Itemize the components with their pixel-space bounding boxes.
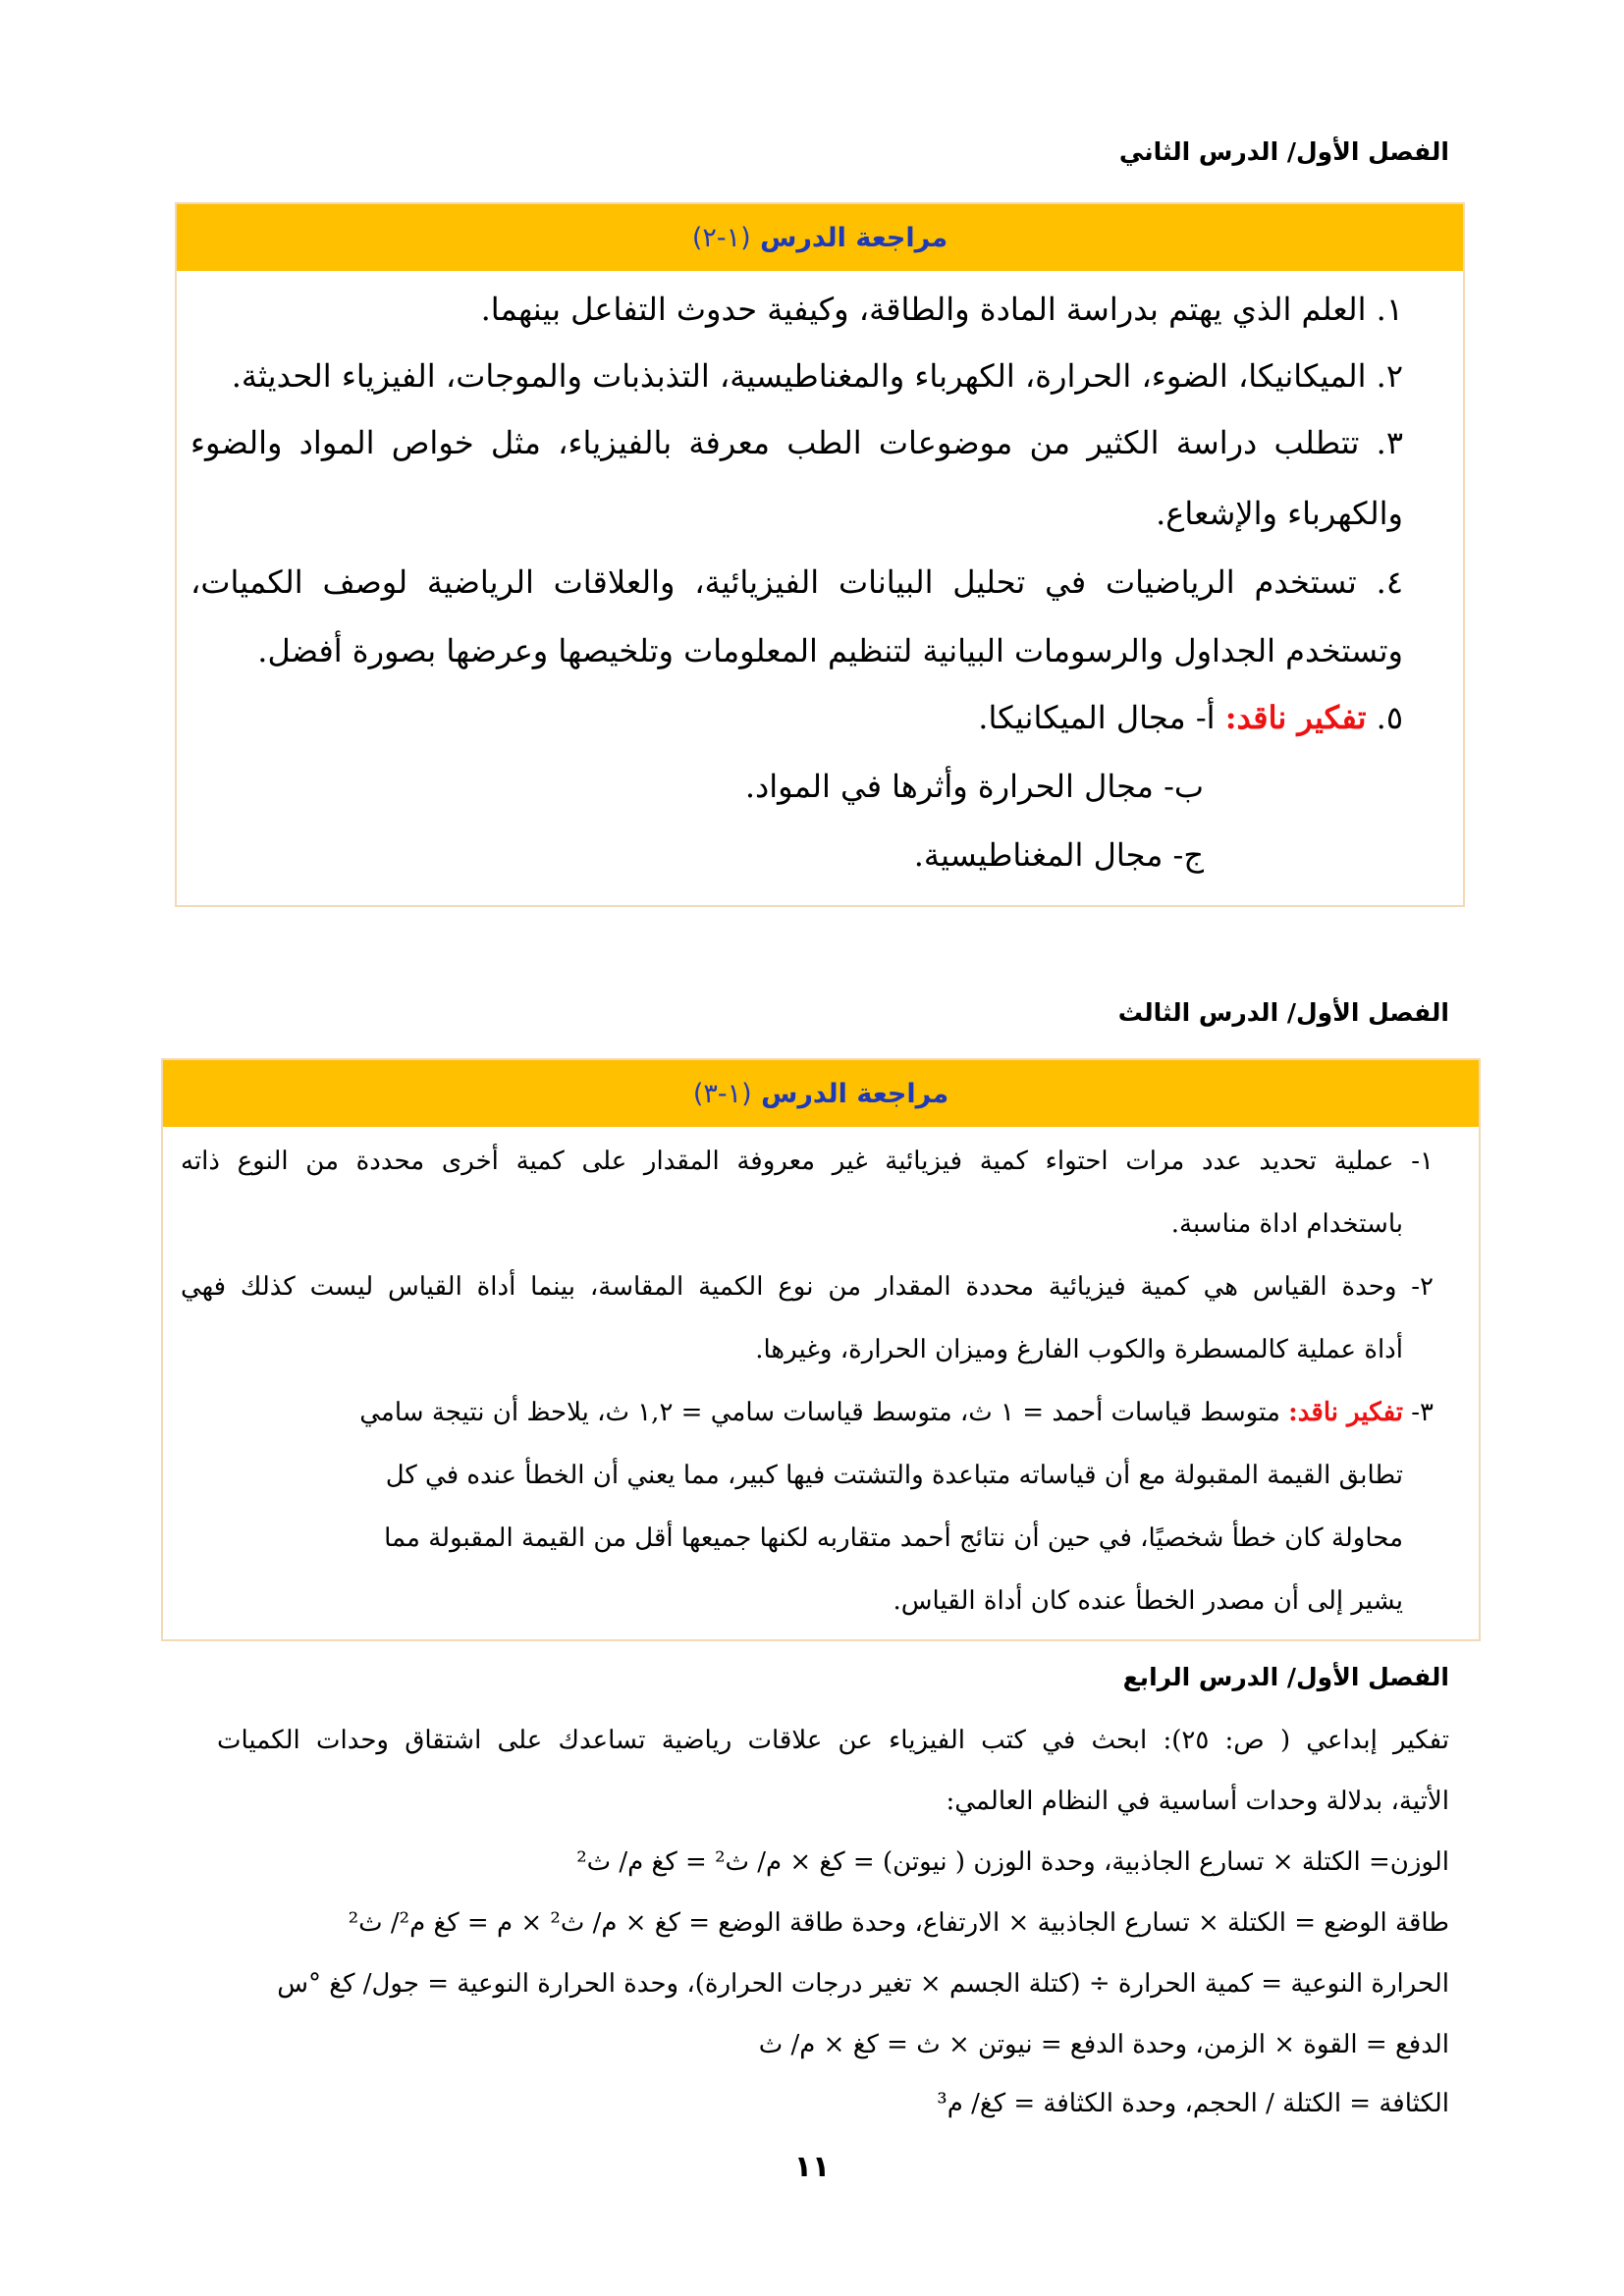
lesson3-answer-2: ٢- وحدة القياس هي كمية فيزيائية محددة المقدار من نوع الكمية المقاسة، بينما أداة القياس ليست كذلك فهي [181, 1272, 1434, 1302]
lesson3-review-title-text: مراجعة الدرس [761, 1078, 949, 1109]
lesson2-answer-4-cont: وتستخدم الجداول والرسومات البيانية لتنظيم المعلومات وتلخيصها وعرضها بصورة أفضل. [257, 632, 1403, 669]
lesson3-review-title [163, 1060, 1479, 1127]
lesson2-answer-3: ٣. تتطلب دراسة الكثير من موضوعات الطب معرفة بالفيزياء، مثل خواص المواد والضوء [190, 424, 1403, 461]
lesson3-q3-number: ٣- [1411, 1398, 1434, 1427]
lesson2-review-number: (١-٢) [691, 222, 751, 253]
lesson3-q3-line-4: يشير إلى أن مصدر الخطأ عنده كان أداة القياس. [893, 1586, 1403, 1616]
lesson2-heading: الفصل الأول/ الدرس الثاني [1118, 137, 1449, 166]
lesson2-q5-c: ج- مجال المغناطيسية. [913, 836, 1204, 874]
lesson2-answer-1: ١. العلم الذي يهتم بدراسة المادة والطاقة، وكيفية حدوث التفاعل بينهما. [480, 291, 1403, 328]
lesson2-answer-5 [978, 699, 1403, 736]
lesson4-formula-impulse: الدفع = القوة × الزمن، وحدة الدفع = نيوتن × ث = كغ × م/ ث [758, 2030, 1449, 2059]
lesson2-answer-3-cont: والكهرباء والإشعاع. [1156, 495, 1403, 532]
lesson3-answer-2-cont: أداة عملية كالمسطرة والكوب الفارغ وميزان الحرارة، وغيرها. [755, 1335, 1403, 1364]
lesson2-q5-number: ٥. [1376, 699, 1403, 736]
lesson2-review-title-text: مراجعة الدرس [760, 222, 948, 253]
lesson2-answer-4: ٤. تستخدم الرياضيات في تحليل البيانات الفيزيائية، والعلاقات الرياضية لوصف الكميات، [190, 563, 1403, 601]
lesson2-q5-critical-label: تفكير ناقد: [1224, 699, 1367, 736]
lesson3-answer-1-cont: باستخدام اداة مناسبة. [1170, 1209, 1403, 1239]
lesson3-answer-1: ١- عملية تحديد عدد مرات احتواء كمية فيزيائية غير معروفة المقدار على كمية أخرى محددة من النوع ذاته [181, 1147, 1435, 1176]
lesson3-heading: الفصل الأول/ الدرس الثالث [1117, 998, 1449, 1027]
lesson3-q3-text: متوسط قياسات أحمد = ١ ث، متوسط قياسات سامي = ١,٢ ث، يلاحظ أن نتيجة سامي [359, 1398, 1280, 1427]
page-number: ١١ [793, 2150, 831, 2184]
lesson3-q3-critical-label: تفكير ناقد: [1288, 1398, 1403, 1427]
lesson3-q3-line-3: محاولة كان خطأ شخصيًا، في حين أن نتائج أحمد متقاربه لكنها جميعها أقل من القيمة المقبولة مما [384, 1523, 1403, 1553]
lesson4-formula-density: الكثافة = الكتلة / الحجم، وحدة الكثافة = كغ/ م³ [937, 2089, 1449, 2118]
lesson4-formula-weight: الوزن= الكتلة × تسارع الجاذبية، وحدة الوزن ( نيوتن) = كغ × م/ ث² = كغ م/ ث² [576, 1847, 1449, 1877]
lesson4-heading: الفصل الأول/ الدرس الرابع [1122, 1663, 1449, 1691]
lesson2-review-title [177, 204, 1463, 271]
lesson4-formula-potential-energy: طاقة الوضع = الكتلة × تسارع الجاذبية × الارتفاع، وحدة طاقة الوضع = كغ × م/ ث² × م = كغ م²/ ث² [348, 1908, 1449, 1938]
lesson4-intro-2: الأتية، بدلالة وحدات أساسية في النظام العالمي: [946, 1787, 1449, 1816]
lesson4-formula-specific-heat: الحرارة النوعية = كمية الحرارة ÷ (كتلة الجسم × تغير درجات الحرارة)، وحدة الحرارة النوعية = جول/ كغ °س [277, 1969, 1449, 1999]
lesson2-q5-a: أ- مجال الميكانيكا. [978, 699, 1216, 736]
lesson4-intro-1: تفكير إبداعي ( ص: ٢٥): ابحث في كتب الفيزياء عن علاقات رياضية تساعدك على اشتقاق وحدات الكميات [217, 1726, 1449, 1755]
lesson3-answer-3 [359, 1398, 1434, 1427]
lesson3-q3-line-2: تطابق القيمة المقبولة مع أن قياساته متباعدة والتشتت فيها كبير، مما يعني أن الخطأ عنده في كل [385, 1461, 1403, 1490]
lesson2-q5-b: ب- مجال الحرارة وأثرها في المواد. [744, 768, 1204, 805]
lesson2-answer-2: ٢. الميكانيكا، الضوء، الحرارة، الكهرباء والمغناطيسية، التذبذبات والموجات، الفيزياء الحديثة. [231, 357, 1403, 395]
lesson3-review-number: (١-٣) [692, 1078, 752, 1109]
